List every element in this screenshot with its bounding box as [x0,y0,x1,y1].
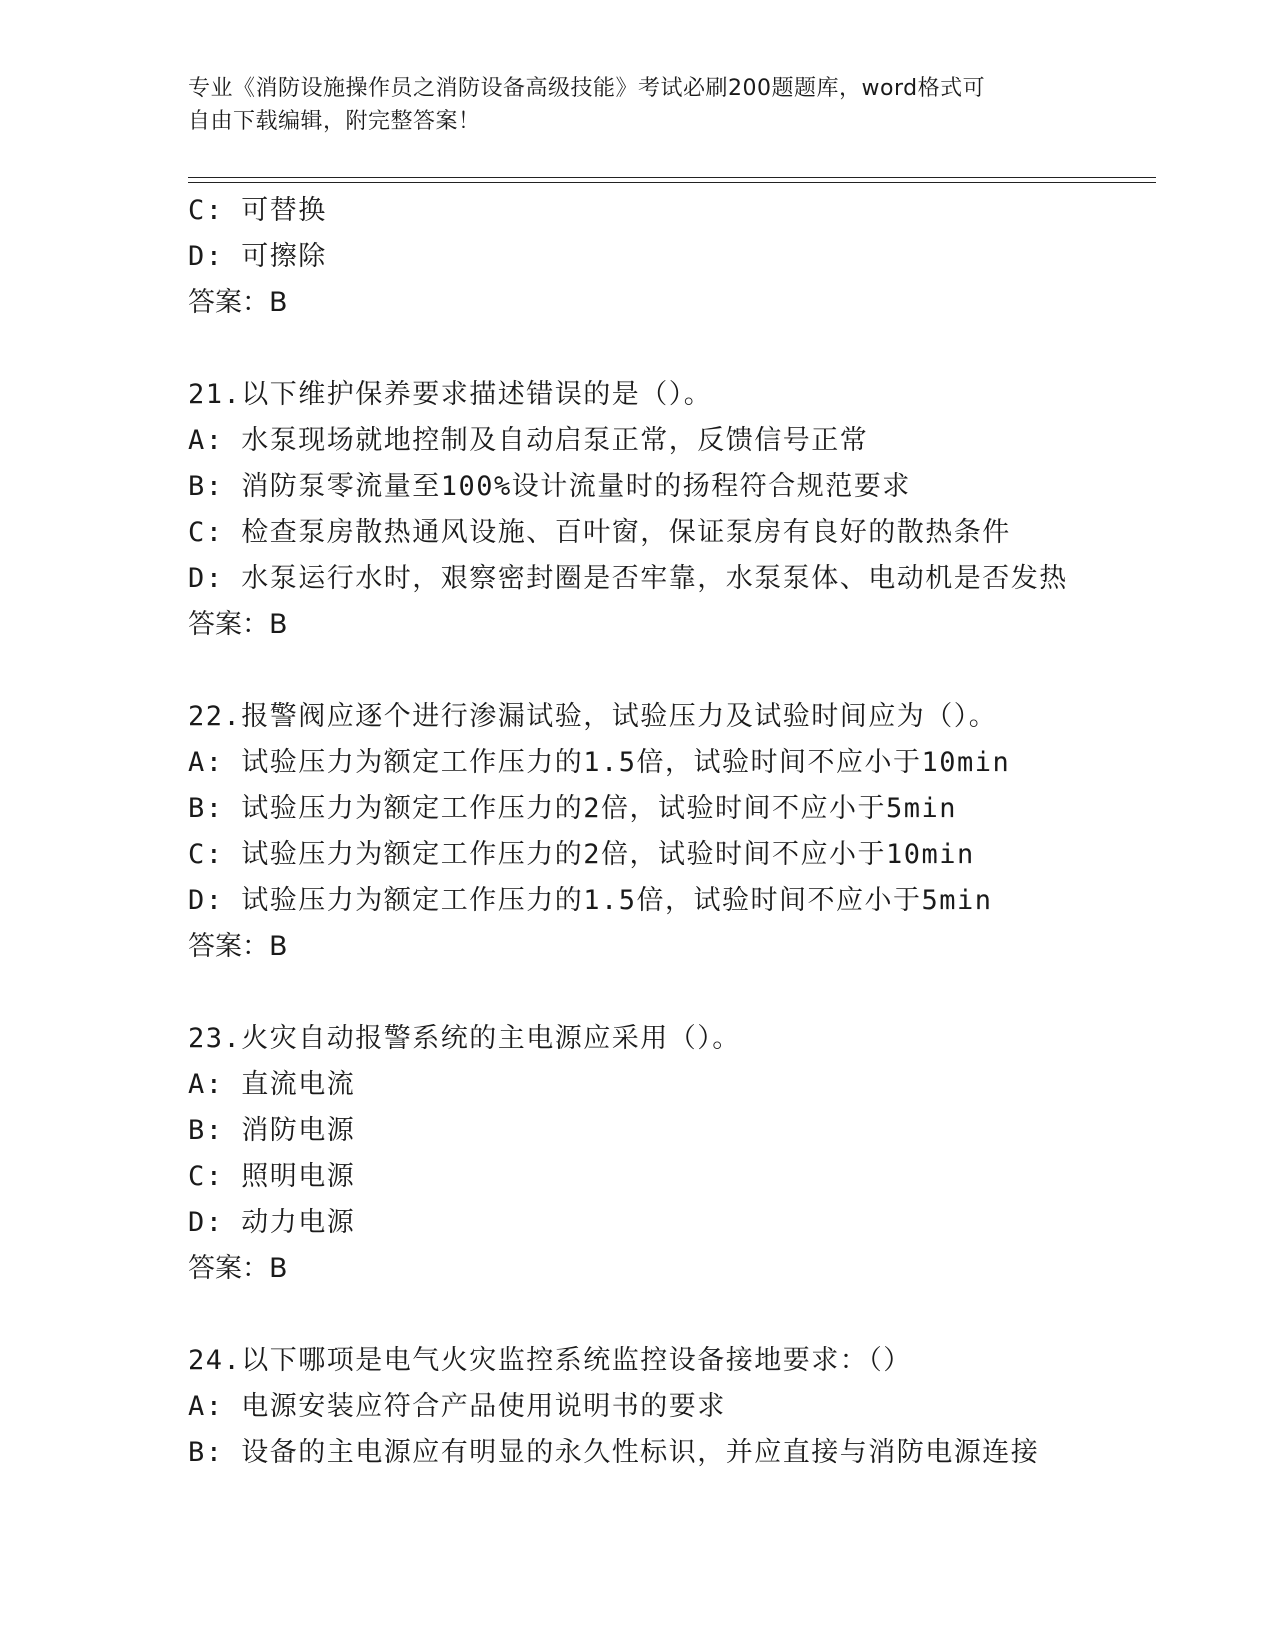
answer-line: 答案：B [188,931,288,962]
document-header [188,72,1088,138]
option-c: C: 试验压力为额定工作压力的2倍，试验时间不应小于10min [188,839,975,870]
option-b: B: 设备的主电源应有明显的永久性标识，并应直接与消防电源连接 [188,1437,1040,1468]
option-a: A: 直流电流 [188,1069,356,1100]
header-divider-bottom [188,182,1156,183]
header-divider-top [188,177,1156,178]
option-b: B: 试验压力为额定工作压力的2倍，试验时间不应小于5min [188,793,958,824]
option-b: B: 消防电源 [188,1115,356,1146]
question-list [188,188,1156,1476]
answer-line: 答案：B [188,287,288,318]
question-stem: 22.报警阀应逐个进行渗漏试验，试验压力及试验时间应为（）。 [188,701,998,732]
question-stem: 23.火灾自动报警系统的主电源应采用（）。 [188,1023,741,1054]
option-a: A: 电源安装应符合产品使用说明书的要求 [188,1391,726,1422]
question-stem: 24.以下哪项是电气火灾监控系统监控设备接地要求：（） [188,1345,912,1376]
option-d: D: 动力电源 [188,1207,356,1238]
option-c: C: 检查泵房散热通风设施、百叶窗，保证泵房有良好的散热条件 [188,517,1011,548]
spacer [188,648,1156,694]
spacer [188,970,1156,1016]
option-d: D: 水泵运行水时，艰察密封圈是否牢靠，水泵泵体、电动机是否发热 [188,563,1068,594]
spacer [188,326,1156,372]
option-a: A: 水泵现场就地控制及自动启泵正常，反馈信号正常 [188,425,869,456]
option-a: A: 试验压力为额定工作压力的1.5倍，试验时间不应小于10min [188,747,1011,778]
header-line-2: 自由下载编辑，附完整答案！ [188,109,481,134]
option-c: C: 照明电源 [188,1161,356,1192]
option-b: B: 消防泵零流量至100%设计流量时的扬程符合规范要求 [188,471,911,502]
answer-line: 答案：B [188,609,288,640]
spacer [188,1292,1156,1338]
question-stem: 21.以下维护保养要求描述错误的是（）。 [188,379,713,410]
option-d: D: 可擦除 [188,241,327,272]
option-d: D: 试验压力为额定工作压力的1.5倍，试验时间不应小于5min [188,885,993,916]
header-line-1: 专业《消防设施操作员之消防设备高级技能》考试必刷200题题库，word格式可 [188,76,986,101]
answer-line: 答案：B [188,1253,288,1284]
option-c: C: 可替换 [188,195,327,226]
